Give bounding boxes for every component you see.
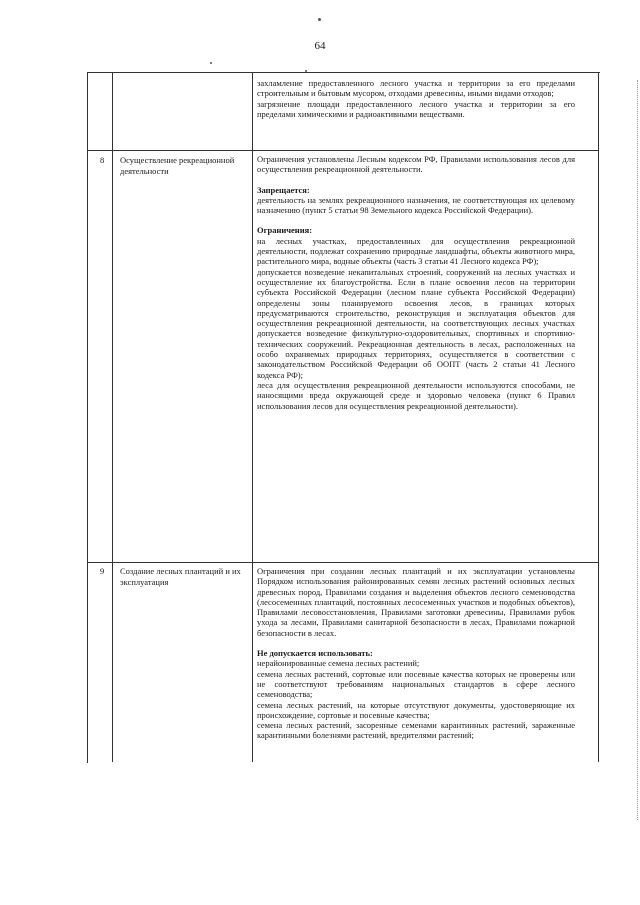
section-heading: Запрещается:: [257, 184, 310, 195]
paragraph: допускается возведение некапитальных строений, сооружений на лесных участках и осуществление их благоустройства. Если в плане освоения лесов на территории субъекта Российской Федерации (лесном плане субъекта Российской Федерации) определены зоны планируемого освоения лесов, в границах которых предусматриваются строительство, реконструкция и эксплуатация объектов для осуществления рекреационной деятельности, на соответствующих лесных участках допускается возведение физкультурно-оздоровительных, спортивных и спортивно-технических сооружений. Рекреационная деятельность в лесах, расположенных на особо охраняемых природных территориях, осуществляется в соответствии с законодательством Российской Федерации об ООПТ (часть 2 статьи 41 Лесного кодекса РФ);: [257, 266, 575, 380]
section-heading: Ограничения:: [257, 225, 313, 236]
table-right-border: [598, 72, 599, 762]
paragraph: нерайонированные семена лесных растений;: [257, 658, 420, 669]
paragraph: семена лесных растений, на которые отсутствуют документы, удостоверяющие их происхождение, сортовые и посевные качества;: [257, 699, 575, 720]
paragraph: на лесных участках, предоставленных для осуществления рекреационной деятельности, подлежат сохранению природные ландшафты, объекты животного мира, растительного мира, водные объекты (часть 3 статьи 41 Лесного кодекса РФ);: [257, 235, 575, 267]
column-divider: [252, 72, 253, 762]
paragraph: загрязнение площади предоставленного лесного участка и территории за его пределами химическими и радиоактивными веществами.: [257, 98, 575, 119]
paragraph: Ограничения установлены Лесным кодексом РФ, Правилами использования лесов для осуществления рекреационной деятельности.: [257, 154, 575, 175]
paragraph: захламление предоставленного лесного участка и территории за его пределами строительным и бытовым мусором, отходами древесины, иными видами отходов;: [257, 78, 575, 99]
paragraph: Ограничения при создании лесных плантаций и их эксплуатации установлены Порядком использования районированных семян лесных растений основных лесных древесных пород, Правилами создания и выделения объектов лесного семеноводства (лесосеменных плантаций, постоянных лесосеменных участков и подобных объектов), Правилами лесовосстановления, Правилами заготовки древесины, Правилами рубок ухода за лесами, Правилами санитарной безопасности в лесах, Правилами пожарной безопасности в лесах.: [257, 566, 575, 638]
row-number: 9: [100, 566, 105, 576]
section-heading: Не допускается использовать:: [257, 648, 373, 659]
row-label: Создание лесных плантаций и их эксплуатация: [120, 566, 241, 587]
column-divider: [112, 72, 113, 762]
row-divider: [87, 150, 599, 151]
row-number: 8: [100, 155, 105, 165]
paragraph: леса для осуществления рекреационной деятельности используются способами, не наносящими вреда окружающей среде и здоровью человека (пункт 6 Правил использования лесов для осуществления рекреационной деятельности).: [257, 379, 575, 411]
scan-speck: [305, 70, 307, 72]
row-content: [257, 566, 575, 741]
row-content: [257, 78, 575, 119]
scan-speck: [318, 18, 321, 21]
page-number: 64: [314, 40, 326, 52]
row-label: Осуществление рекреационной деятельности: [120, 155, 235, 176]
paragraph: семена лесных растений, засоренные семенами карантинных растений, зараженные карантинными болезнями растений, вредителями растений;: [257, 720, 575, 741]
paragraph: семена лесных растений, сортовые или посевные качества которых не проверены или не соответствуют требованиям национальных стандартов в сфере лесного семеноводства;: [257, 668, 575, 700]
paragraph: деятельность на землях рекреационного назначения, не соответствующая их целевому назначению (пункт 5 статьи 98 Земельного кодекса Российской Федерации).: [257, 194, 575, 216]
scan-speck: [210, 62, 212, 64]
scan-edge-noise: [633, 80, 638, 820]
row-divider: [87, 562, 599, 563]
row-content: [257, 154, 575, 411]
